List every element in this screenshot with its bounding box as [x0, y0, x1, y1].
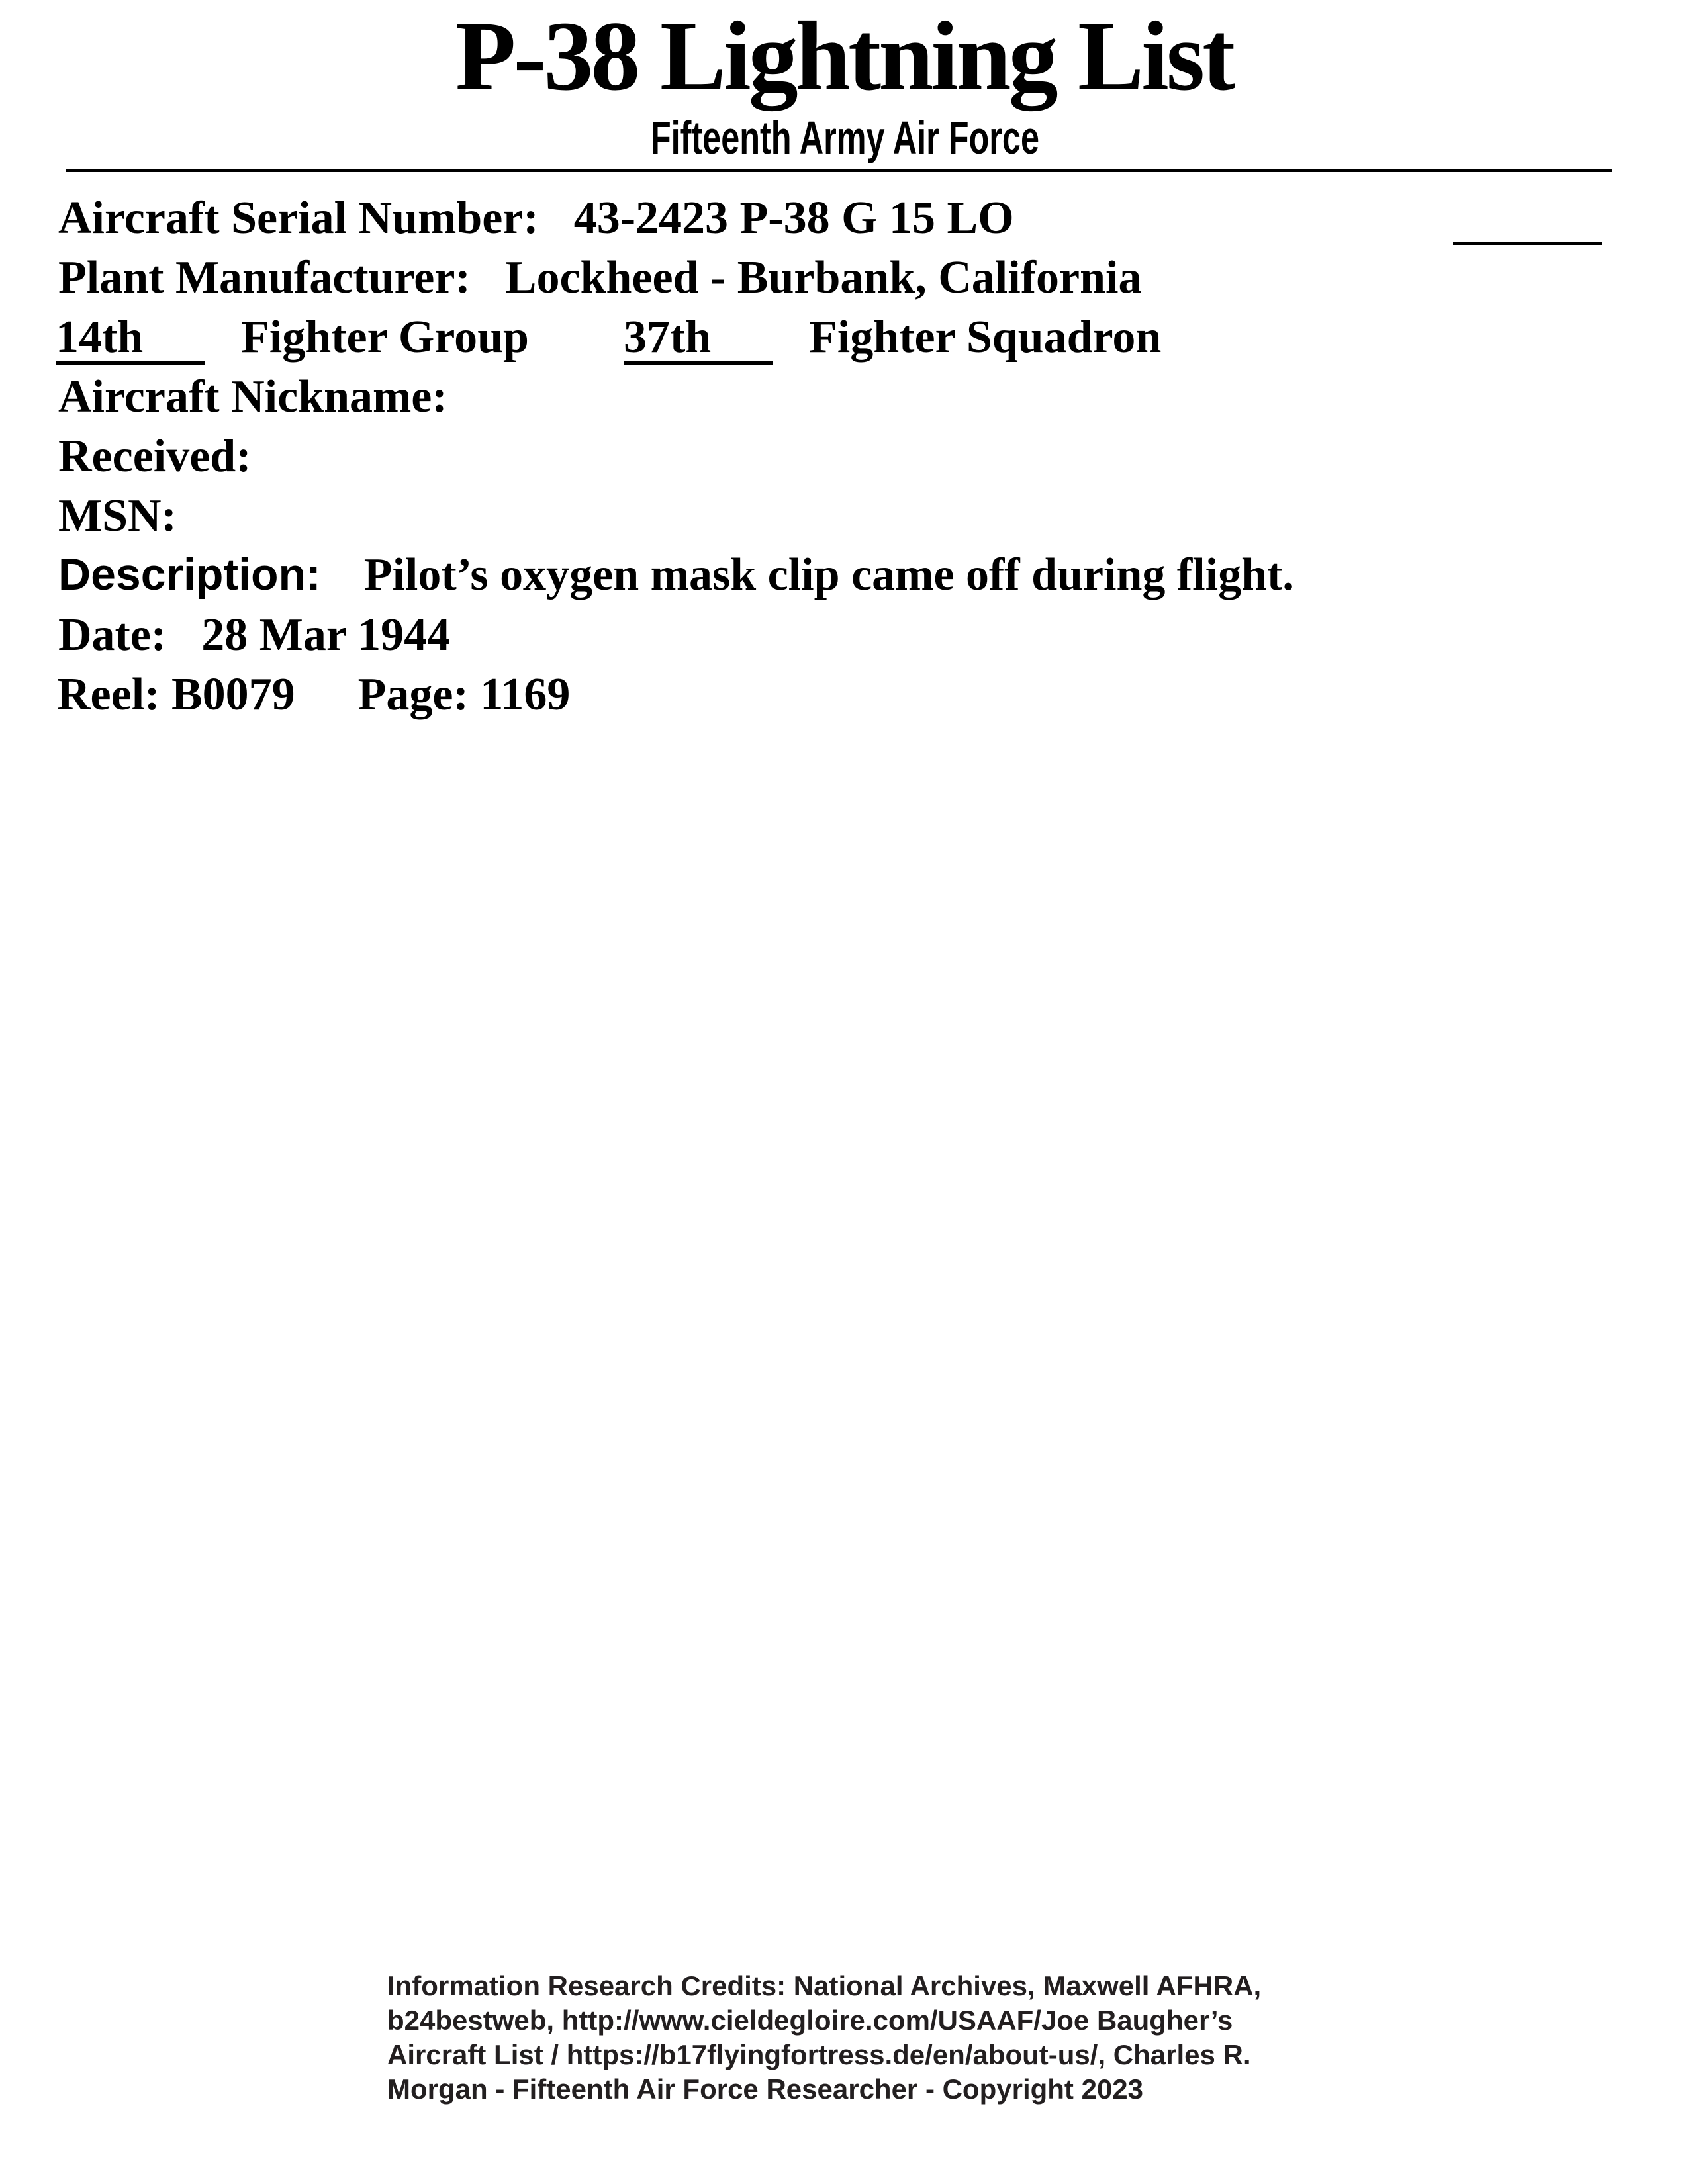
- description-value: Pilot’s oxygen mask clip came off during flight.: [363, 549, 1294, 600]
- description-label: Description:: [58, 549, 321, 600]
- reel-value: B0079: [171, 669, 295, 720]
- manufacturer-label: Plant Manufacturer:: [58, 252, 471, 303]
- page-subtitle: Fifteenth Army Air Force: [650, 112, 1039, 163]
- reel-page-row: [57, 665, 570, 725]
- serial-number-label: Aircraft Serial Number:: [58, 193, 539, 244]
- fighter-squadron-label: Fighter Squadron: [809, 312, 1162, 363]
- credits-line: Aircraft List / https://b17flyingfortress.de/en/about-us/, Charles R.: [387, 2039, 1251, 2070]
- research-credits: [387, 1969, 1261, 2107]
- fighter-group-label: Fighter Group: [241, 312, 529, 363]
- manufacturer-row: [58, 248, 1141, 308]
- credits-line: Morgan - Fifteenth Air Force Researcher - Copyright 2023: [387, 2073, 1144, 2105]
- squadron-row: [624, 308, 1161, 367]
- serial-number-row: [58, 189, 1014, 248]
- description-row: [58, 545, 1294, 605]
- manufacturer-value: Lockheed - Burbank, California: [505, 252, 1142, 303]
- nickname-label: Aircraft Nickname:: [58, 371, 447, 422]
- msn-label: MSN:: [58, 490, 177, 541]
- serial-number-value: 43-2423 P-38 G 15 LO: [573, 193, 1014, 244]
- page-label: Page:: [357, 669, 469, 720]
- credits-line: Information Research Credits: National Archives, Maxwell AFHRA,: [387, 1970, 1262, 2001]
- fighter-squadron-value: 37th: [624, 314, 773, 365]
- credits-line: b24bestweb, http://www.cieldegloire.com/USAAF/Joe Baugher’s: [387, 2005, 1233, 2036]
- blank-line: [1453, 242, 1602, 245]
- fighter-group-value: 14th: [56, 314, 205, 365]
- date-row: [58, 606, 450, 665]
- date-label: Date:: [58, 610, 167, 660]
- page-title: P-38 Lightning List: [455, 1, 1233, 111]
- page-value: 1169: [480, 669, 571, 720]
- reel-label: Reel:: [57, 669, 160, 720]
- date-value: 28 Mar 1944: [201, 610, 451, 660]
- received-label: Received:: [58, 431, 252, 482]
- header-divider: [66, 169, 1612, 172]
- unit-row: [56, 308, 529, 367]
